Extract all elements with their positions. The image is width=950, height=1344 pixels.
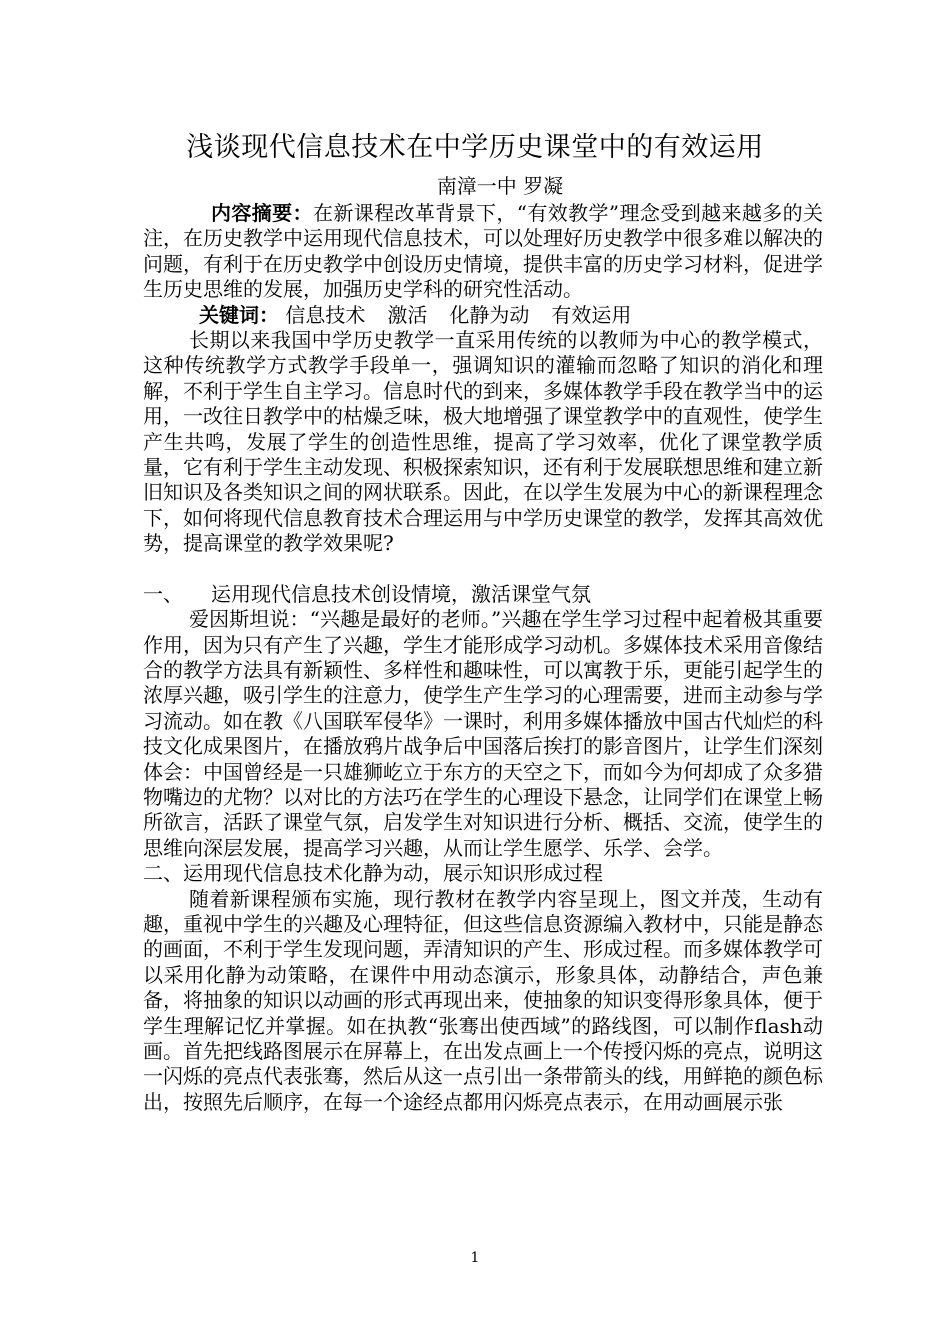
section2-paragraph: 随着新课程颁布实施，现行教材在教学内容呈现上，图文并茂，生动有趣，重视中学生的兴趣及心理特征，但这些信息资源编入教材中，只能是静态的画面，不利于学生发现问题，弄清知识的产生、形成过程。而多媒体教学可以采用化静为动策略，在课件中用动态演示，形象具体，动静结合，声色兼备，将抽象的知识以动画的形式再现出来，使抽象的知识变得形象具体，便于学生理解记忆并掌握。如在执教“张骞出使西域”的路线图，可以制作flash动画。首先把线路图展示在屏幕上，在出发点画上一个传授闪烁的亮点，说明这一闪烁的亮点代表张骞，然后从这一点引出一条带箭头的线，用鲜艳的颜色标出，按照先后顺序，在每一个途经点都用闪烁亮点表示，在用动画展示张 bbox=[143, 886, 823, 1114]
keyword-item: 化静为动 bbox=[449, 302, 530, 327]
keywords-line bbox=[143, 303, 823, 328]
keyword-item: 有效运用 bbox=[551, 302, 632, 327]
abstract-label: 内容摘要： bbox=[211, 201, 313, 225]
section1-number: 一、 bbox=[143, 581, 183, 606]
section1-heading-text: 运用现代信息技术创设情境，激活课堂气氛 bbox=[211, 581, 591, 606]
abstract-text: 在新课程改革背景下，“有效教学”理念受到越来越多的关注，在历史教学中运用现代信息技术，可以处理好历史教学中很多难以解决的问题，有利于在历史教学中创设历史情境，提供丰富的历史学习材料，促进学生历史思维的发展，加强历史学科的研究性活动。 bbox=[143, 201, 824, 302]
keyword-item: 信息技术 bbox=[285, 302, 366, 327]
keywords-label: 关键词： bbox=[199, 302, 279, 327]
document-title: 浅谈现代信息技术在中学历史课堂中的有效运用 bbox=[186, 132, 764, 163]
document-body bbox=[143, 201, 823, 1115]
blank-line bbox=[143, 557, 823, 582]
page-number: 1 bbox=[470, 1250, 480, 1266]
section2-heading: 二、运用现代信息技术化静为动，展示知识形成过程 bbox=[143, 861, 603, 886]
abstract-paragraph bbox=[143, 201, 823, 303]
keyword-item: 激活 bbox=[387, 302, 428, 327]
section1-heading bbox=[143, 582, 823, 607]
section1-paragraph: 爱因斯坦说：“兴趣是最好的老师。”兴趣在学生学习过程中起着极其重要作用，因为只有产生了兴趣，学生才能形成学习动机。多媒体技术采用音像结合的教学方法具有新颖性、多样性和趣味性，可以寓教于乐，更能引起学生的浓厚兴趣，吸引学生的注意力，使学生产生学习的心理需要，进而主动参与学习流动。如在教《八国联军侵华》一课时，利用多媒体播放中国古代灿烂的科技文化成果图片，在播放鸦片战争后中国落后挨打的影音图片，让学生们深刻体会：中国曾经是一只雄狮屹立于东方的天空之下，而如今为何却成了众多猎物嘴边的尤物？以对比的方法巧在学生的心理设下悬念，让同学们在课堂上畅所欲言，活跃了课堂气氛，启发学生对知识进行分析、概括、交流，使学生的思维向深层发展，提高学习兴趣，从而让学生愿学、乐学、会学。 bbox=[143, 607, 823, 860]
author-line: 南漳一中 罗凝 bbox=[436, 174, 564, 198]
intro-paragraph: 长期以来我国中学历史教学一直采用传统的以教师为中心的教学模式，这种传统教学方式教学手段单一，强调知识的灌输而忽略了知识的消化和理解，不利于学生自主学习。信息时代的到来，多媒体教学手段在教学当中的运用，一改往日教学中的枯燥乏味，极大地增强了课堂教学中的直观性，使学生产生共鸣，发展了学生的创造性思维，提高了学习效率，优化了课堂教学质量，它有利于学生主动发现、积极探索知识，还有利于发展联想思维和建立新旧知识及各类知识之间的网状联系。因此，在以学生发展为中心的新课程理念下，如何将现代信息教育技术合理运用与中学历史课堂的教学，发挥其高效优势，提高课堂的教学效果呢? bbox=[143, 328, 823, 556]
